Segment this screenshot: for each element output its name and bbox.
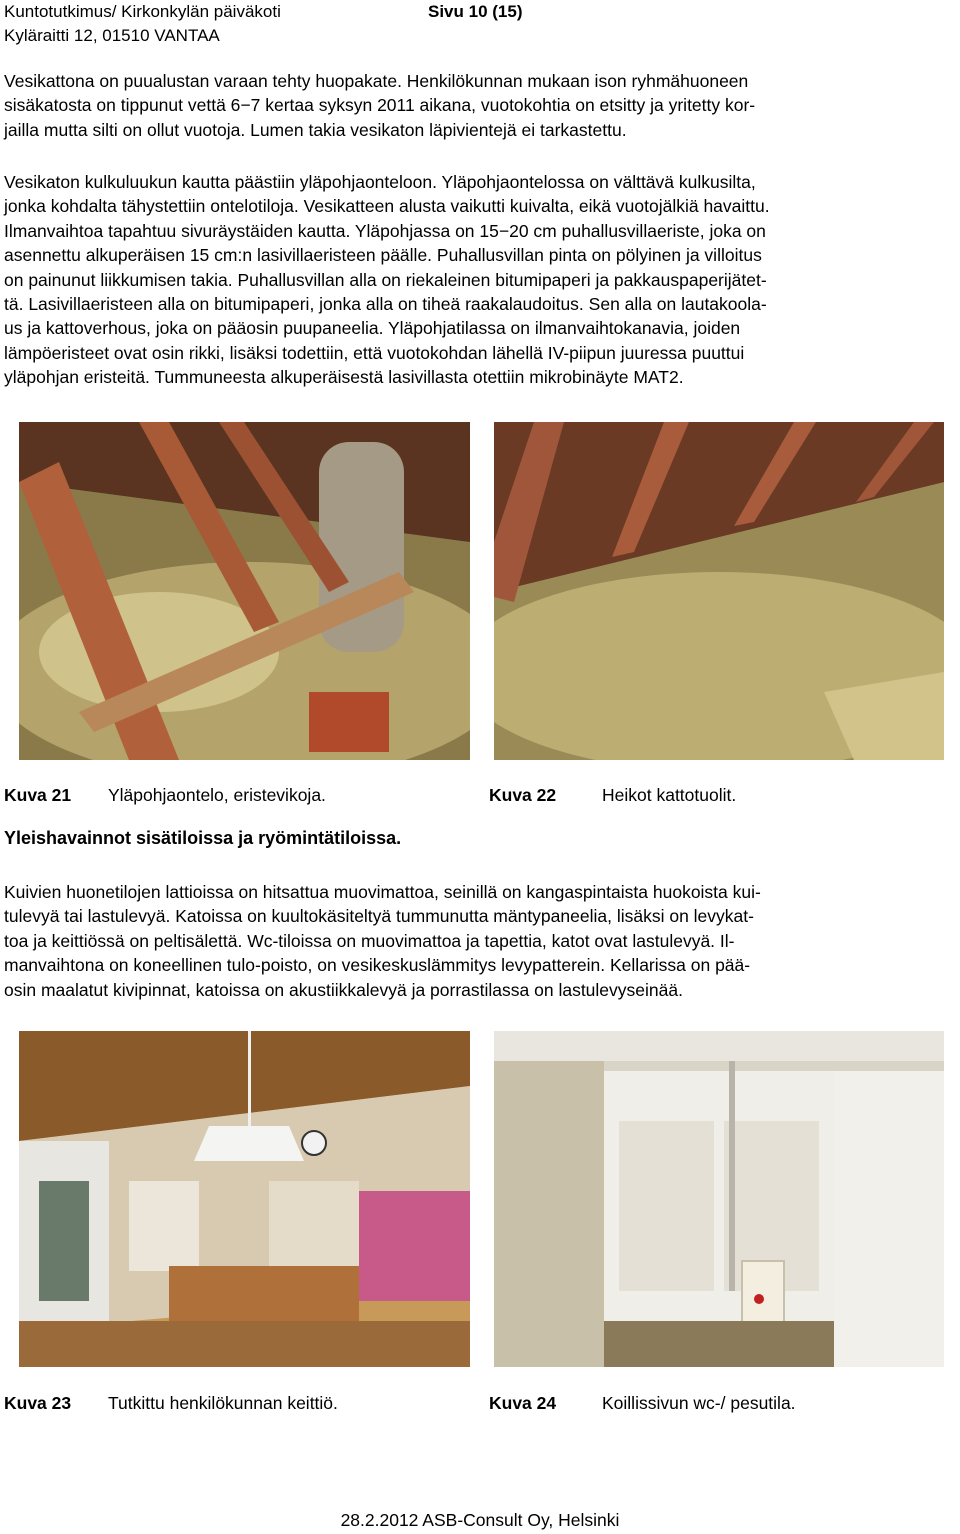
text-line: Vesikattona on puualustan varaan tehty huopakate. Henkilökunnan mukaan ison ryhmähuoneen bbox=[4, 71, 749, 91]
text-line: Vesikaton kulkuluukun kautta päästiin yläpohjaonteloon. Yläpohjaontelossa on välttävä kulkusilta, bbox=[4, 172, 756, 192]
text-line: jailla mutta silti on ollut vuotoja. Lumen takia vesikaton läpivientejä ei tarkastettu. bbox=[4, 119, 627, 140]
text-line: osin maalatut kivipinnat, katoissa on akustiikkalevyä ja porrastilassa on lastulevyseinää. bbox=[4, 979, 683, 1000]
caption-23 bbox=[4, 1391, 71, 1415]
caption-24 bbox=[489, 1391, 556, 1415]
caption-label: Kuva 24 bbox=[489, 1393, 557, 1413]
text-line: us ja kattoverhous, joka on pääosin puupaneelia. Yläpohjatilassa on ilmanvaihtokanavia, joiden bbox=[4, 318, 741, 339]
photo-kitchen bbox=[19, 1031, 470, 1367]
paragraph-roof bbox=[4, 69, 956, 142]
section-heading: Yleishavainnot sisätiloissa ja ryömintätiloissa. bbox=[4, 828, 402, 848]
photo-attic-insulation bbox=[19, 422, 470, 760]
text-line: toa ja keittiössä on peltisälettä. Wc-tiloissa on muovimattoa ja tapettia, katot ovat lastulevyä. Il- bbox=[4, 930, 735, 951]
header-left bbox=[4, 0, 281, 48]
photo-rafters bbox=[494, 422, 944, 760]
caption-label: Kuva 22 bbox=[489, 785, 557, 805]
text-line: Ilmanvaihtoa tapahtuu sivuräystäiden kautta. Yläpohjassa on 15−20 cm puhallusvillaeriste, joka on bbox=[4, 220, 766, 241]
text-line: tä. Lasivillaeristeen alla on bitumipaperi, jonka alla on tiheä raakalaudoitus. Sen alla on lautakoola- bbox=[4, 294, 767, 315]
caption-22 bbox=[489, 783, 556, 807]
text-line: yläpohjan eristeitä. Tummuneesta alkuperäisestä lasivillasta otettiin mikrobinäyte MAT2. bbox=[4, 367, 684, 388]
text-line: asennettu alkuperäisen 15 cm:n lasivillaeristeen päälle. Puhallusvillan pinta on pölyinen ja villoitus bbox=[4, 245, 762, 266]
text-line: manvaihtona on koneellinen tulo-poisto, on vesikeskuslämmitys levypatterein. Kellarissa on pää- bbox=[4, 955, 751, 976]
caption-22-text: Heikot kattotuolit. bbox=[602, 785, 737, 805]
text-line: sisäkatosta on tippunut vettä 6−7 kertaa syksyn 2011 aikana, vuotokohtia on etsitty ja yritetty kor- bbox=[4, 95, 756, 116]
text-line: tulevyä tai lastulevyä. Katoissa on kuultokäsiteltyä tummunutta mäntypaneelia, lisäksi on levykat- bbox=[4, 906, 754, 927]
caption-23-text: Tutkittu henkilökunnan keittiö. bbox=[108, 1393, 338, 1413]
photo-washroom bbox=[494, 1031, 944, 1367]
caption-label: Kuva 21 bbox=[4, 785, 72, 805]
paragraph-interiors bbox=[4, 880, 956, 1002]
caption-21 bbox=[4, 783, 71, 807]
text-line: on painunut liikkumisen takia. Puhallusvillan alla on riekaleinen bitumipaperi ja pakkauspaperijätet- bbox=[4, 269, 767, 290]
header-title: Kuntotutkimus/ Kirkonkylän päiväkoti bbox=[4, 2, 281, 21]
caption-24-text: Koillissivun wc-/ pesutila. bbox=[602, 1393, 796, 1413]
paragraph-attic bbox=[4, 170, 956, 390]
text-line: lämpöeristeet ovat osin rikki, lisäksi todettiin, että vuotokohdan lähellä IV-piipun juuressa puuttui bbox=[4, 342, 745, 363]
text-line: Kuivien huonetilojen lattioissa on hitsattua muovimattoa, seinillä on kangaspintaista huokoista kui- bbox=[4, 882, 761, 902]
caption-label: Kuva 23 bbox=[4, 1393, 72, 1413]
header-address: Kyläraitti 12, 01510 VANTAA bbox=[4, 26, 220, 45]
text-line: jonka kohdalta tähystettiin ontelotiloja. Vesikatteen alusta vaikutti kuivalta, eikä vuotojälkiä havaittu. bbox=[4, 196, 770, 217]
footer: 28.2.2012 ASB-Consult Oy, Helsinki bbox=[340, 1510, 620, 1530]
page-number: Sivu 10 (15) bbox=[428, 2, 523, 21]
caption-21-text: Yläpohjaontelo, eristevikoja. bbox=[108, 785, 326, 805]
